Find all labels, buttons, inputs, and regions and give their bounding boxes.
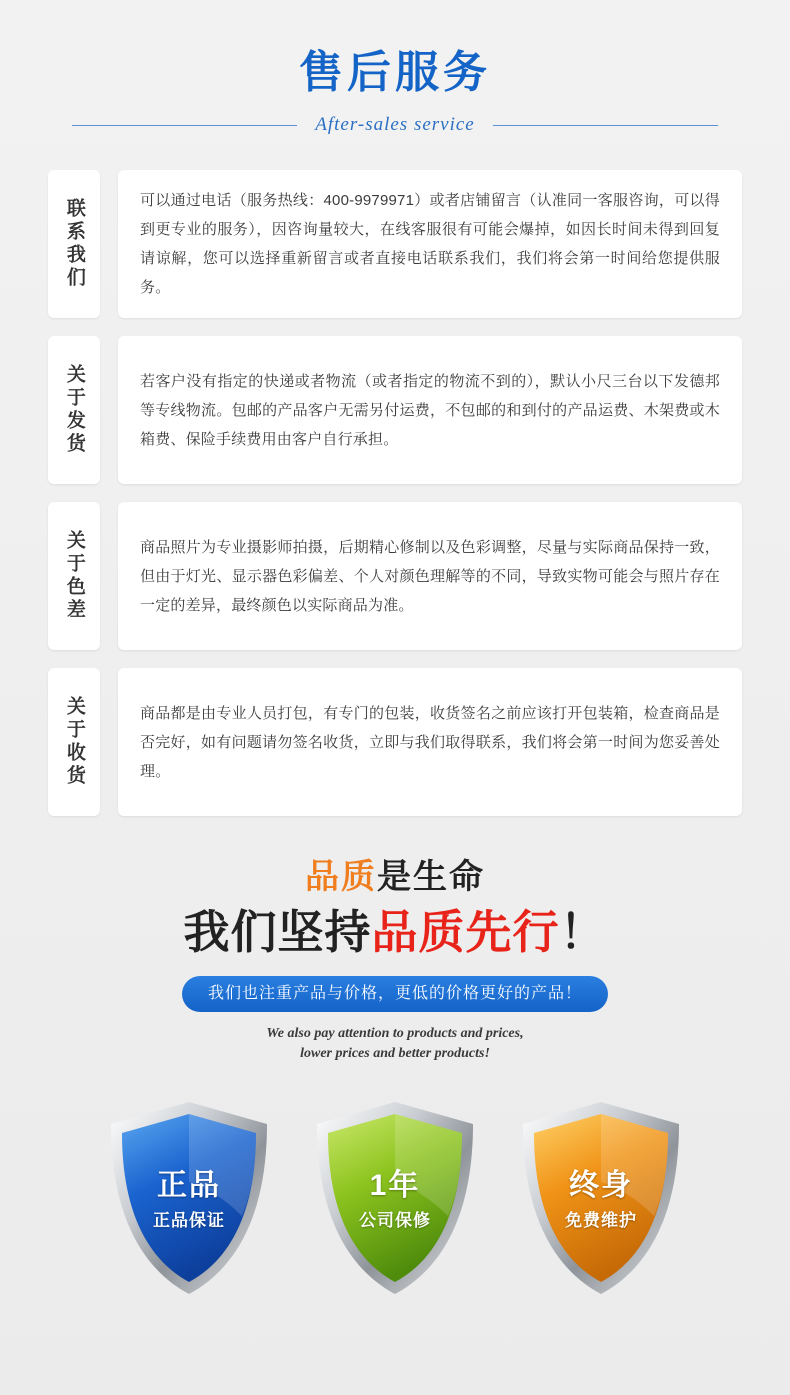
divider-right — [493, 125, 718, 126]
service-row-receiving — [48, 668, 742, 816]
service-row-color-difference — [48, 502, 742, 650]
service-text: 商品照片为专业摄影师拍摄，后期精心修制以及色彩调整，尽量与实际商品保持一致，但由于灯光、显示器色彩偏差、个人对颜色理解等的不同，导致实物可能会与照片存在一定的差异，最终颜色以实际商品为准。 — [140, 538, 720, 614]
shield-main-label: 1年 — [369, 1169, 421, 1202]
quality-line-2-left: 我们坚持 — [183, 906, 372, 958]
quality-english-text — [0, 1024, 790, 1064]
quality-line-1-highlight: 品质 — [305, 858, 377, 896]
service-body — [118, 502, 742, 650]
shield-main-label: 终身 — [569, 1169, 633, 1202]
service-row-contact — [48, 170, 742, 318]
shield-sub-label: 免费维护 — [565, 1211, 637, 1230]
service-body — [118, 336, 742, 484]
service-list — [0, 170, 790, 816]
shield-badge-lifetime — [516, 1098, 686, 1298]
service-body — [118, 170, 742, 318]
quality-english-line-2: lower prices and better products! — [300, 1046, 490, 1061]
quality-banner: 我们也注重产品与价格，更低的价格更好的产品！ — [182, 976, 608, 1012]
service-tag — [48, 170, 100, 318]
shield-badge-authentic — [104, 1098, 274, 1298]
service-tag — [48, 502, 100, 650]
header-subtitle-row — [0, 114, 790, 136]
shield-text — [359, 1162, 431, 1234]
shield-sub-label: 公司保修 — [359, 1211, 431, 1230]
shield-badge-row — [0, 1098, 790, 1298]
shield-main-label: 正品 — [157, 1169, 221, 1202]
quality-slogan-block — [0, 856, 790, 1064]
quality-line-2-right: ！ — [559, 906, 607, 958]
service-text: 商品都是由专业人员打包，有专门的包装，收货签名之前应该打开包装箱，检查商品是否完好，如有问题请勿签名收货，立即与我们取得联系，我们将会第一时间为您妥善处理。 — [140, 704, 720, 780]
service-tag-label: 联系我们 — [63, 198, 85, 290]
quality-line-1 — [0, 856, 790, 898]
divider-left — [72, 125, 297, 126]
service-tag — [48, 668, 100, 816]
service-tag-label: 关于色差 — [63, 530, 85, 622]
quality-line-2 — [0, 902, 790, 962]
page-title: 售后服务 — [299, 48, 491, 97]
service-body — [118, 668, 742, 816]
shield-badge-warranty — [310, 1098, 480, 1298]
quality-line-2-highlight: 品质先行 — [371, 906, 560, 958]
shield-text — [565, 1162, 637, 1234]
service-row-shipping — [48, 336, 742, 484]
shield-text — [153, 1162, 225, 1234]
page-header — [0, 0, 790, 136]
shield-sub-label: 正品保证 — [153, 1211, 225, 1230]
quality-english-line-1: We also pay attention to products and prices, — [266, 1026, 524, 1041]
page-subtitle: After-sales service — [315, 114, 475, 135]
service-text: 可以通过电话（服务热线：400-9979971）或者店铺留言（认准同一客服咨询，可以得到更专业的服务），因咨询量较大，在线客服很有可能会爆掉，如因长时间未得到回复请谅解，您可以选择重新留言或者直接电话联系我们，我们将会第一时间给您提供服务。 — [140, 192, 720, 296]
quality-line-1-rest: 是生命 — [377, 858, 485, 896]
service-text: 若客户没有指定的快递或者物流（或者指定的物流不到的），默认小尺三台以下发德邦等专线物流。包邮的产品客户无需另付运费，不包邮的和到付的产品运费、木架费或木箱费、保险手续费用由客户自行承担。 — [140, 372, 720, 448]
service-tag-label: 关于发货 — [63, 364, 85, 456]
service-tag — [48, 336, 100, 484]
service-tag-label: 关于收货 — [63, 696, 85, 788]
